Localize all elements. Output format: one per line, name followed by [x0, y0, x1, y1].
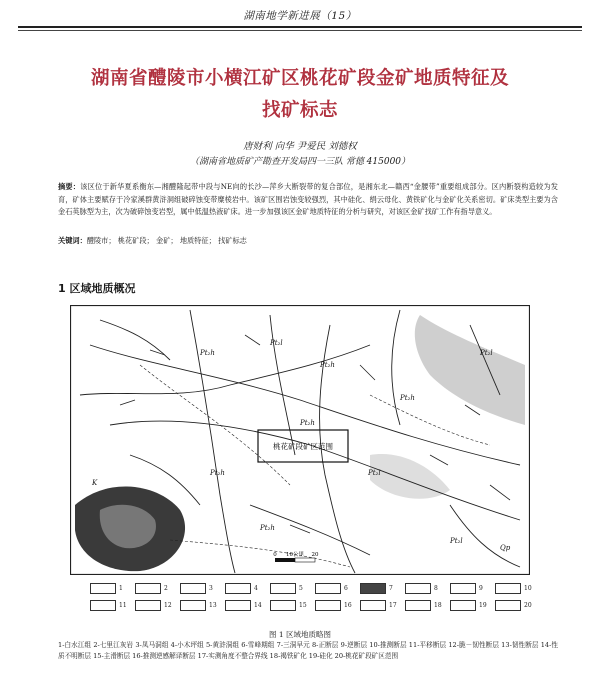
paper-title-line-2: 找矿标志	[261, 100, 338, 121]
svg-text:Pt₂h: Pt₂h	[200, 349, 215, 357]
inset-area-label: 桃花矿段矿区范围	[273, 442, 333, 451]
legend-description: 1-白水江组 2-七里江灰岩 3-凤马洞组 4-小木坪组 5-黄浒洞组 6-雪峰期组 7-三洞早元 8-正断层 9-逆断层 10-推测断层 11-平移断层 12-脆－韧性断层 13-韧性断层 14-性质不明断层 15-主滑断层 16-推测逆感解译断层 17-实测角度不整合界线 18-褐铁矿化 19-硅化 20-桃花矿段矿区范围	[58, 641, 558, 660]
keywords-text: 醴陵市； 桃花矿段； 金矿； 地质特征； 找矿标志	[86, 236, 247, 245]
legend-item-1: 1	[90, 583, 123, 594]
legend-item-15: 15	[270, 600, 307, 611]
svg-text:Pt₂l: Pt₂l	[270, 339, 283, 347]
svg-text:Pt₂h: Pt₂h	[210, 469, 225, 477]
legend-item-10: 10	[495, 583, 532, 594]
authors: 唐财利 向华 尹爱民 刘德权	[243, 141, 357, 152]
keywords	[58, 236, 558, 246]
svg-text:Qp: Qp	[500, 544, 511, 552]
svg-text:Pt₂h: Pt₂h	[260, 524, 275, 532]
legend-item-20: 20	[495, 600, 532, 611]
legend-item-17: 17	[360, 600, 397, 611]
keywords-label: 关键词：	[58, 236, 87, 245]
legend-item-12: 12	[135, 600, 172, 611]
running-header: 湖南地学新进展（15）	[243, 10, 357, 22]
svg-text:Pt₂h: Pt₂h	[400, 394, 415, 402]
figure-caption: 图 1 区域地质略图	[268, 630, 332, 639]
svg-text:Pt₂l: Pt₂l	[368, 469, 381, 477]
legend-item-16: 16	[315, 600, 352, 611]
svg-text:Pt₂h: Pt₂h	[320, 361, 335, 369]
svg-text:Pt₂h: Pt₂h	[300, 419, 315, 427]
legend-item-4: 4	[225, 583, 258, 594]
legend-item-13: 13	[180, 600, 217, 611]
svg-text:10公里: 10公里	[286, 552, 304, 558]
legend-item-9: 9	[450, 583, 483, 594]
legend-item-5: 5	[270, 583, 303, 594]
affiliation: （湖南省地质矿产勘查开发局四一三队 常德 415000）	[189, 157, 411, 167]
svg-text:K: K	[92, 479, 98, 487]
svg-text:Pt₂l: Pt₂l	[480, 349, 493, 357]
legend-item-18: 18	[405, 600, 442, 611]
svg-text:0: 0	[273, 552, 277, 558]
header-rule-thin	[18, 30, 582, 31]
legend-item-2: 2	[135, 583, 168, 594]
legend-item-7: 7	[360, 583, 393, 594]
legend-item-8: 8	[405, 583, 438, 594]
legend-item-6: 6	[315, 583, 348, 594]
regional-geology-map	[70, 305, 530, 575]
svg-text:20: 20	[311, 552, 319, 558]
abstract-text: 该区位于新华夏系衡东—湘醴隆起带中段与NE向的长沙—萍乡大断裂带的复合部位，是湘东北—赣西“金腰带”重要组成部分。区内断裂构造较为发育，矿体主要赋存于冷家溪群黄浒洞组破碎蚀变带糜棱岩中。该矿区围岩蚀变较强烈，其中硅化、绢云母化、黄铁矿化与金矿化关系密切。矿床类型主要为含金石英脉型为主，次为破碎蚀变岩型，属中低温热液矿床。进一步加强该区金矿地质特征的分析与研究，对该区金矿找矿工作有指导意义。	[58, 182, 558, 216]
abstract	[58, 181, 558, 219]
section-heading: 1 区域地质概况	[58, 282, 136, 295]
abstract-label: 摘要：	[58, 182, 81, 191]
legend-item-14: 14	[225, 600, 262, 611]
svg-text:Pt₂l: Pt₂l	[450, 537, 463, 545]
legend-item-11: 11	[90, 600, 127, 611]
paper-title-line-1: 湖南省醴陵市小横江矿区桃花矿段金矿地质特征及	[90, 68, 509, 89]
header-rule-thick	[18, 26, 582, 28]
legend-item-3: 3	[180, 583, 213, 594]
legend-item-19: 19	[450, 600, 487, 611]
